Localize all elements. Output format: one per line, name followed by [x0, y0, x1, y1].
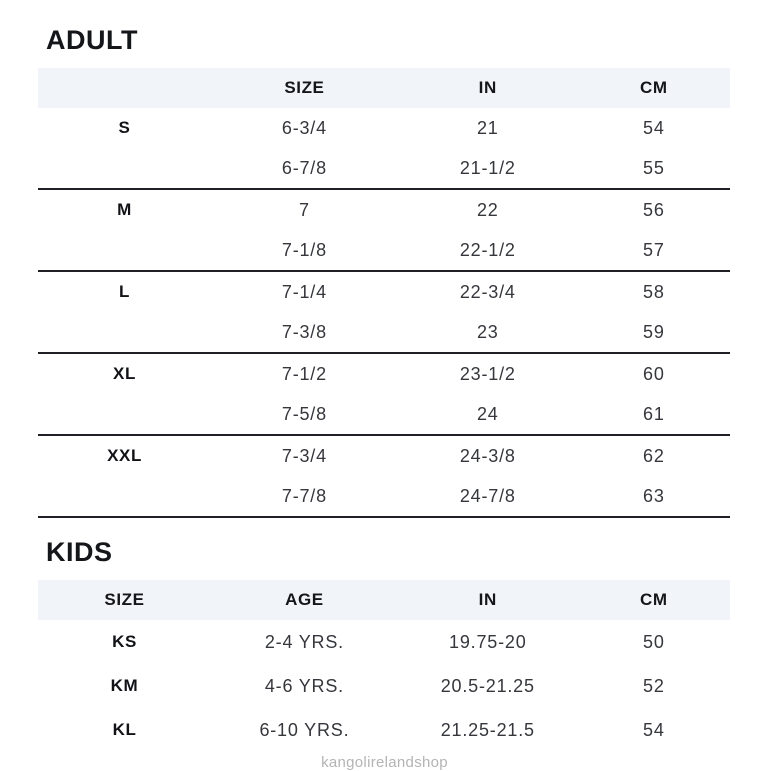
column-header-blank: [38, 68, 211, 108]
kids-section-heading: KIDS: [46, 537, 113, 567]
column-header-cm: CM: [578, 580, 730, 620]
hat-size-cell: 7-3/8: [211, 312, 398, 353]
cm-cell: 59: [578, 312, 730, 353]
table-row: [38, 148, 730, 189]
hat-size-cell: 7-7/8: [211, 476, 398, 517]
inches-cell: 21: [476, 117, 499, 138]
hat-size-cell: 7-1/4: [281, 281, 327, 302]
cm-cell: 58: [643, 281, 665, 302]
size-cell: L: [119, 282, 130, 301]
table-row: [38, 353, 730, 394]
column-header-size: SIZE: [38, 580, 211, 620]
size-cell: [38, 312, 211, 353]
inches-cell: 24-7/8: [398, 476, 578, 517]
size-cell: M: [117, 200, 132, 219]
column-header-age: AGE: [211, 580, 398, 620]
size-cell: S: [118, 118, 131, 137]
table-row: [38, 476, 730, 517]
column-header-in: IN: [398, 580, 578, 620]
cm-cell: 54: [643, 719, 665, 740]
table-row: [38, 664, 730, 708]
cm-cell: 61: [578, 394, 730, 435]
inches-cell: 19.75-20: [449, 631, 527, 652]
size-cell: XL: [113, 364, 136, 383]
column-header-in: IN: [398, 68, 578, 108]
watermark: kangolirelandshop: [321, 754, 448, 771]
cm-cell: 62: [643, 445, 665, 466]
size-cell: KS: [112, 632, 137, 651]
cm-cell: 60: [643, 363, 665, 384]
inches-cell: 23: [398, 312, 578, 353]
table-row: [38, 620, 730, 664]
hat-size-cell: 6-7/8: [211, 148, 398, 189]
inches-cell: 24: [398, 394, 578, 435]
cm-cell: 52: [643, 675, 665, 696]
age-cell: 6-10 YRS.: [259, 719, 350, 740]
table-row: [38, 394, 730, 435]
size-cell: XXL: [107, 446, 142, 465]
hat-size-cell: 6-3/4: [281, 117, 327, 138]
table-row: [38, 708, 730, 752]
adult-header-row: [38, 68, 730, 108]
adult-section-heading: ADULT: [46, 25, 138, 55]
size-cell: [38, 148, 211, 189]
inches-cell: 22-3/4: [459, 281, 516, 302]
size-cell: KM: [110, 676, 139, 695]
hat-size-cell: 7-5/8: [211, 394, 398, 435]
table-row: [38, 189, 730, 230]
cm-cell: 50: [643, 631, 665, 652]
table-row: [38, 435, 730, 476]
inches-cell: 20.5-21.25: [440, 675, 535, 696]
adult-size-table: [38, 68, 730, 518]
inches-cell: 24-3/8: [459, 445, 516, 466]
inches-cell: 22: [476, 199, 499, 220]
size-cell: [38, 476, 211, 517]
hat-size-cell: 7-1/8: [211, 230, 398, 271]
inches-cell: 21-1/2: [398, 148, 578, 189]
size-cell: [38, 394, 211, 435]
table-row: [38, 108, 730, 148]
hat-size-cell: 7-1/2: [281, 363, 327, 384]
cm-cell: 56: [643, 199, 665, 220]
cm-cell: 63: [578, 476, 730, 517]
inches-cell: 23-1/2: [459, 363, 516, 384]
column-header-size: SIZE: [211, 68, 398, 108]
hat-size-cell: 7-3/4: [281, 445, 327, 466]
table-row: [38, 230, 730, 271]
size-cell: [38, 230, 211, 271]
kids-size-table: [38, 580, 730, 752]
cm-cell: 55: [578, 148, 730, 189]
age-cell: 4-6 YRS.: [264, 675, 344, 696]
cm-cell: 57: [578, 230, 730, 271]
table-row: [38, 312, 730, 353]
inches-cell: 22-1/2: [398, 230, 578, 271]
column-header-cm: CM: [578, 68, 730, 108]
cm-cell: 54: [643, 117, 665, 138]
inches-cell: 21.25-21.5: [440, 719, 535, 740]
table-row: [38, 271, 730, 312]
size-cell: KL: [112, 720, 137, 739]
kids-header-row: [38, 580, 730, 620]
hat-size-cell: 7: [299, 199, 310, 220]
age-cell: 2-4 YRS.: [264, 631, 344, 652]
